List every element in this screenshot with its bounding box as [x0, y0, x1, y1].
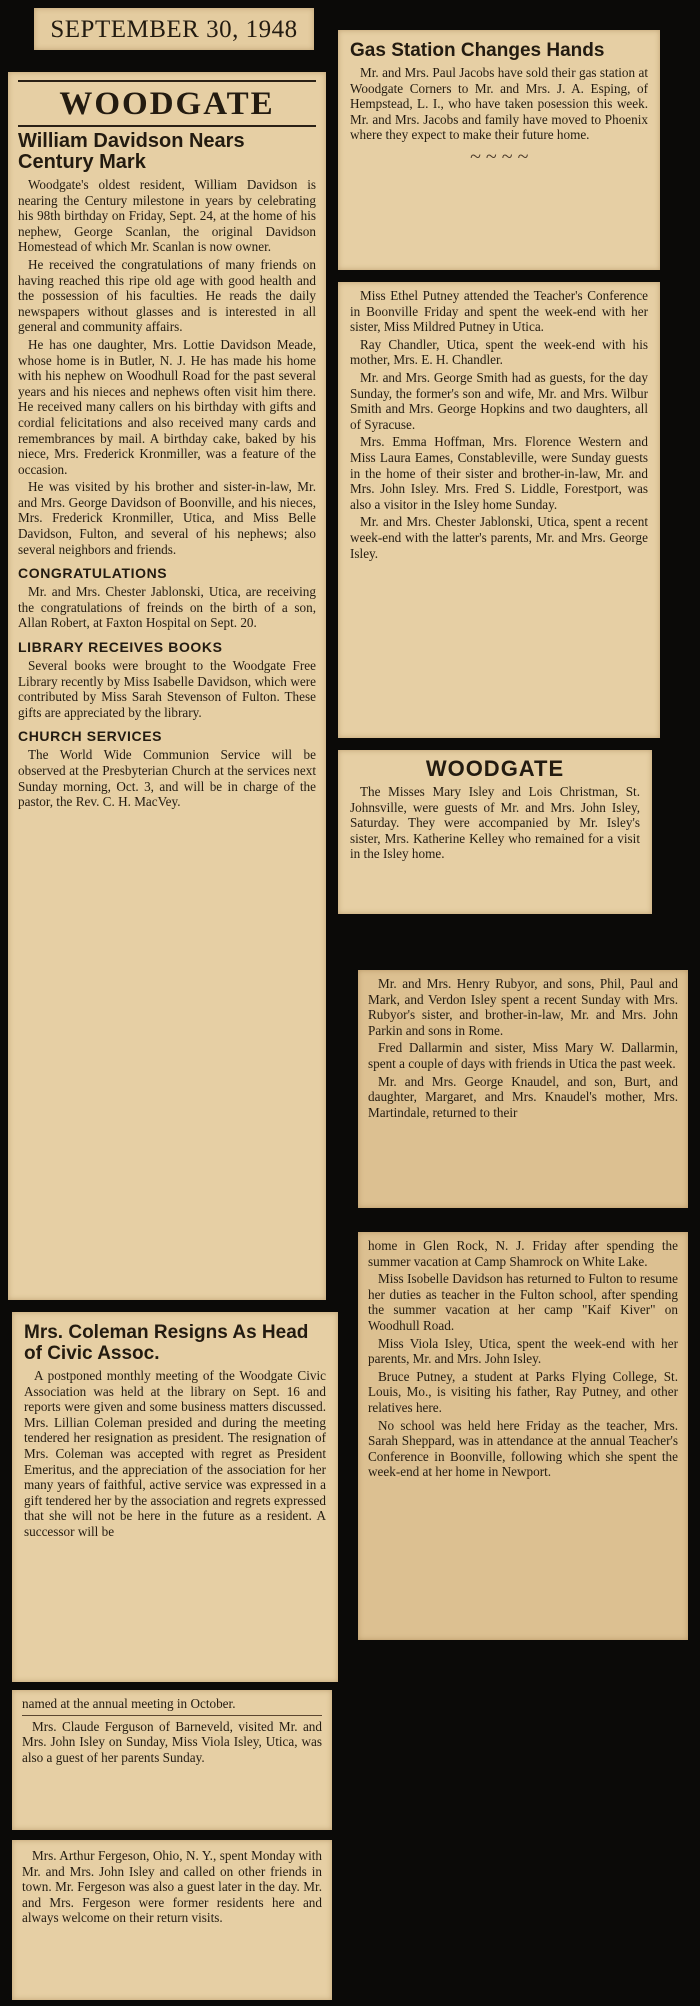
- fergeson-text: Mrs. Arthur Fergeson, Ohio, N. Y., spent Monday with Mr. and Mrs. John Isley and called on other friends in town. Mr. Fergeson was also a guest later in the day. Mr. and Mrs. Fergeson were former residents here and always welcome on their return visits.: [22, 1848, 322, 1926]
- coleman-headline: Mrs. Coleman Resigns As Head of Civic Assoc.: [24, 1322, 309, 1364]
- coleman-continued: named at the annual meeting in October.: [22, 1696, 236, 1711]
- fergeson-clipping: [12, 1840, 332, 2000]
- ferguson-text: Mrs. Claude Ferguson of Barneveld, visited Mr. and Mrs. John Isley on Sunday, Miss Viola Isley, Utica, was also a guest of her parents Sunday.: [22, 1718, 322, 1765]
- davidson-clipping: [8, 72, 326, 1300]
- date-label: SEPTEMBER 30, 1948: [50, 16, 298, 43]
- woodgate-small-text: The Misses Mary Isley and Lois Christman, St. Johnsville, were guests of Mr. and Mrs. John Isley, Saturday. They were accompanied by Mr. Isley's sister, Mrs. Katherine Kelley who remained for a visit in the Isley home.: [350, 784, 640, 862]
- church-heading: CHURCH SERVICES: [18, 728, 163, 745]
- woodgate-small-clipping: [338, 750, 652, 914]
- coleman-text: A postponed monthly meeting of the Woodgate Civic Association was held at the library on Sept. 16 and reports were given and some business matters discussed. Mrs. Lillian Coleman presided and during the meeting tendered her resignation as president. The resignation of Mrs. Coleman was accepted with regret as President Emeritus, and the appreciation of the association for her many years of faithful, active service was expressed in a gift tendered her by the association and regrets expressed that she will not be here in the future as a resident. A successor will be: [24, 1368, 326, 1539]
- glen-rock-paragraph: Bruce Putney, a student at Parks Flying College, St. Louis, Mo., is visiting his father, Ray Putney, and other relatives here.: [368, 1368, 678, 1415]
- davidson-paragraph: He received the congratulations of many friends on having reached this ripe old age with good health and the possession of his faculties. He reads the daily newspapers without glasses and is interested in all general and community affairs.: [18, 256, 316, 335]
- rubyor-paragraph: Mr. and Mrs. George Knaudel, and son, Burt, and daughter, Margaret, and Mrs. Knaudel's mother, Mrs. Martindale, returned to their: [368, 1073, 678, 1120]
- putney-paragraph: Ray Chandler, Utica, spent the week-end with his mother, Mrs. E. H. Chandler.: [350, 336, 648, 368]
- masthead: WOODGATE: [18, 80, 316, 127]
- davidson-paragraph: Woodgate's oldest resident, William Davidson is nearing the Century milestone in years by celebrating his 98th birthday on Friday, Sept. 24, at the home of his nephew, George Scanlan, the original Davidson Homestead of which Mr. Scanlan is now owner.: [18, 177, 316, 255]
- ferguson-clipping: [12, 1690, 332, 1830]
- glen-rock-clipping: [358, 1232, 688, 1640]
- date-clipping: [34, 8, 314, 50]
- gas-station-headline: Gas Station Changes Hands: [350, 40, 605, 61]
- glen-rock-paragraph: Miss Viola Isley, Utica, spent the week-end with her parents, Mr. and Mrs. John Isley.: [368, 1335, 678, 1367]
- woodgate-small-masthead: WOODGATE: [425, 756, 565, 781]
- glen-rock-paragraph: home in Glen Rock, N. J. Friday after spending the summer vacation at Camp Shamrock on White Lake.: [368, 1238, 678, 1269]
- rubyor-paragraph: Fred Dallarmin and sister, Miss Mary W. Dallarmin, spent a couple of days with friends in Utica the past week.: [368, 1040, 678, 1071]
- putney-paragraph: Mr. and Mrs. George Smith had as guests, for the day Sunday, the former's son and wife, Mr. and Mrs. Wilbur Smith and Mrs. George Hopkins and two daughters, all of Syracuse.: [350, 369, 648, 432]
- rubyor-paragraph: Mr. and Mrs. Henry Rubyor, and sons, Phil, Paul and Mark, and Verdon Isley spent a recent Sunday with Mrs. Rubyor's sister, and brother-in-law, Mr. and Mrs. John Parkin and sons in Rome.: [368, 976, 678, 1038]
- library-text: Several books were brought to the Woodgate Free Library recently by Miss Isabelle Davidson, which were contributed by Miss Sarah Stevenson of Fulton. These gifts are appreciated by the library.: [18, 658, 316, 720]
- davidson-headline: William Davidson Nears Century Mark: [18, 130, 245, 173]
- davidson-paragraph: He has one daughter, Mrs. Lottie Davidson Meade, whose home is in Butler, N. J. He has made his home with his nephew on Woodhull Road for the past several years and his nieces and nephews often visit him there. He received many callers on his birthday with gifts and cordial felicitations and also received many cards and remembrances by mail. A birthday cake, baked by his niece, Mrs. Frederick Kronmiller, was a feature of the occasion.: [18, 336, 316, 477]
- congratulations-text: Mr. and Mrs. Chester Jablonski, Utica, are receiving the congratulations of freinds on the birth of a son, Allan Robert, at Faxton Hospital on Sept. 20.: [18, 584, 316, 631]
- divider: [22, 1715, 322, 1716]
- handwritten-signature: ~ ~ ~ ~: [469, 146, 529, 169]
- gas-station-clipping: [338, 30, 660, 270]
- library-heading: LIBRARY RECEIVES BOOKS: [18, 639, 223, 656]
- putney-clipping: [338, 282, 660, 738]
- putney-paragraph: Mr. and Mrs. Chester Jablonski, Utica, spent a recent week-end with the latter's parents, Mr. and Mrs. George Isley.: [350, 514, 648, 561]
- rubyor-clipping: [358, 970, 688, 1208]
- coleman-clipping: [12, 1312, 338, 1682]
- putney-paragraph: Miss Ethel Putney attended the Teacher's Conference in Boonville Friday and spent the week-end with her sister, Miss Mildred Putney in Utica.: [350, 288, 648, 335]
- putney-paragraph: Mrs. Emma Hoffman, Mrs. Florence Western and Miss Laura Eames, Constableville, were Sunday guests in the home of their sister and brother-in-law, Mr. and Mrs. John Isley. Mrs. Fred S. Liddle, Forestport, was also a visitor in the Isley home Sunday.: [350, 434, 648, 512]
- glen-rock-paragraph: No school was held here Friday as the teacher, Mrs. Sarah Sheppard, was in attendance at the annual Teacher's Conference in Boonville, following which she spent the week-end at her home in Newport.: [368, 1417, 678, 1480]
- glen-rock-paragraph: Miss Isobelle Davidson has returned to Fulton to resume her duties as teacher in the Fulton school, after spending the summer vacation at her camp "Kaif Kiver" on Woodhull Road.: [368, 1271, 678, 1333]
- congratulations-heading: CONGRATULATIONS: [18, 565, 168, 582]
- church-text: The World Wide Communion Service will be observed at the Presbyterian Church at the services next Sunday morning, Oct. 3, and will be in charge of the pastor, the Rev. C. H. MacVey.: [18, 747, 316, 810]
- davidson-paragraph: He was visited by his brother and sister-in-law, Mr. and Mrs. George Davidson of Boonville, and his nieces, Mrs. Frederick Kronmiller, Utica, and Miss Belle Davidson, Fulton, and several of his nephews; also several neighbors and friends.: [18, 479, 316, 557]
- gas-station-text: Mr. and Mrs. Paul Jacobs have sold their gas station at Woodgate Corners to Mr. and Mrs. J. A. Esping, of Hempstead, L. I., who have taken posession this week. Mr. and Mrs. Jacobs and family have moved to Phoenix where they expect to make their future home.: [350, 65, 648, 143]
